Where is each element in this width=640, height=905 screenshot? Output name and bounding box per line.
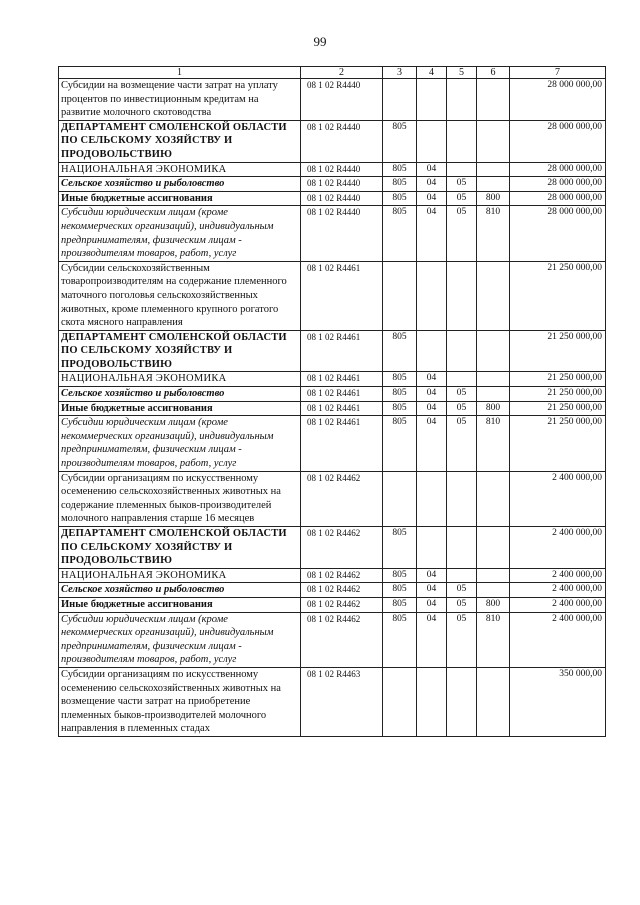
expense-type-code bbox=[477, 261, 510, 330]
table-row bbox=[59, 471, 606, 526]
amount: 21 250 000,00 bbox=[510, 261, 606, 330]
amount: 2 400 000,00 bbox=[510, 471, 606, 526]
expense-type-code bbox=[477, 79, 510, 121]
item-name: НАЦИОНАЛЬНАЯ ЭКОНОМИКА bbox=[59, 372, 301, 387]
table-row bbox=[59, 416, 606, 471]
ministry-code: 805 bbox=[383, 387, 417, 402]
ministry-code: 805 bbox=[383, 527, 417, 569]
budget-code: 08 1 02 R4461 bbox=[301, 387, 383, 402]
item-name: Сельское хозяйство и рыболовство bbox=[59, 177, 301, 192]
ministry-code: 805 bbox=[383, 372, 417, 387]
amount: 21 250 000,00 bbox=[510, 416, 606, 471]
item-name: НАЦИОНАЛЬНАЯ ЭКОНОМИКА bbox=[59, 568, 301, 583]
amount: 21 250 000,00 bbox=[510, 330, 606, 372]
table-row bbox=[59, 401, 606, 416]
item-name: ДЕПАРТАМЕНТ СМОЛЕНСКОЙ ОБЛАСТИ ПО СЕЛЬСКОМУ ХОЗЯЙСТВУ И ПРОДОВОЛЬСТВИЮ bbox=[59, 330, 301, 372]
item-name: ДЕПАРТАМЕНТ СМОЛЕНСКОЙ ОБЛАСТИ ПО СЕЛЬСКОМУ ХОЗЯЙСТВУ И ПРОДОВОЛЬСТВИЮ bbox=[59, 527, 301, 569]
section-code bbox=[417, 120, 447, 162]
section-code: 04 bbox=[417, 568, 447, 583]
expense-type-code: 800 bbox=[477, 401, 510, 416]
table-row bbox=[59, 387, 606, 402]
budget-code: 08 1 02 R4462 bbox=[301, 612, 383, 667]
budget-code: 08 1 02 R4440 bbox=[301, 162, 383, 177]
ministry-code: 805 bbox=[383, 401, 417, 416]
item-name: Субсидии юридическим лицам (кроме некоммерческих организаций), индивидуальным предпринимателям, физическим лицам - производителям товаров, работ, услуг bbox=[59, 416, 301, 471]
expense-type-code bbox=[477, 583, 510, 598]
amount: 28 000 000,00 bbox=[510, 79, 606, 121]
amount: 28 000 000,00 bbox=[510, 177, 606, 192]
subsection-code bbox=[447, 372, 477, 387]
subsection-code bbox=[447, 568, 477, 583]
table-row bbox=[59, 667, 606, 736]
ministry-code bbox=[383, 471, 417, 526]
section-code bbox=[417, 79, 447, 121]
expense-type-code bbox=[477, 527, 510, 569]
table-row bbox=[59, 330, 606, 372]
table-row bbox=[59, 261, 606, 330]
ministry-code: 805 bbox=[383, 162, 417, 177]
subsection-code: 05 bbox=[447, 612, 477, 667]
section-code: 04 bbox=[417, 206, 447, 261]
section-code: 04 bbox=[417, 416, 447, 471]
expense-type-code bbox=[477, 372, 510, 387]
table-row bbox=[59, 79, 606, 121]
budget-code: 08 1 02 R4440 bbox=[301, 206, 383, 261]
item-name: Субсидии сельскохозяйственным товаропроизводителям на содержание племенного маточного поголовья сельскохозяйственных животных, кроме племенного крупного рогатого скота мясного направления bbox=[59, 261, 301, 330]
ministry-code: 805 bbox=[383, 120, 417, 162]
amount: 28 000 000,00 bbox=[510, 162, 606, 177]
ministry-code: 805 bbox=[383, 583, 417, 598]
header-cell: 1 bbox=[59, 67, 301, 79]
subsection-code bbox=[447, 261, 477, 330]
budget-code: 08 1 02 R4461 bbox=[301, 330, 383, 372]
subsection-code bbox=[447, 471, 477, 526]
amount: 2 400 000,00 bbox=[510, 612, 606, 667]
item-name: Сельское хозяйство и рыболовство bbox=[59, 387, 301, 402]
section-code: 04 bbox=[417, 612, 447, 667]
item-name: Иные бюджетные ассигнования bbox=[59, 401, 301, 416]
ministry-code: 805 bbox=[383, 330, 417, 372]
budget-code: 08 1 02 R4461 bbox=[301, 416, 383, 471]
expense-type-code: 810 bbox=[477, 416, 510, 471]
section-code: 04 bbox=[417, 177, 447, 192]
table-row bbox=[59, 372, 606, 387]
section-code bbox=[417, 527, 447, 569]
budget-table bbox=[58, 66, 606, 737]
budget-code: 08 1 02 R4462 bbox=[301, 527, 383, 569]
item-name: Сельское хозяйство и рыболовство bbox=[59, 583, 301, 598]
subsection-code: 05 bbox=[447, 177, 477, 192]
subsection-code: 05 bbox=[447, 583, 477, 598]
section-code: 04 bbox=[417, 401, 447, 416]
expense-type-code: 810 bbox=[477, 612, 510, 667]
section-code bbox=[417, 667, 447, 736]
subsection-code bbox=[447, 162, 477, 177]
subsection-code: 05 bbox=[447, 401, 477, 416]
section-code: 04 bbox=[417, 597, 447, 612]
amount: 2 400 000,00 bbox=[510, 597, 606, 612]
section-code bbox=[417, 330, 447, 372]
item-name: Иные бюджетные ассигнования bbox=[59, 191, 301, 206]
budget-code: 08 1 02 R4462 bbox=[301, 597, 383, 612]
subsection-code: 05 bbox=[447, 206, 477, 261]
item-name: Субсидии на возмещение части затрат на уплату процентов по инвестиционным кредитам на развитие молочного скотоводства bbox=[59, 79, 301, 121]
amount: 350 000,00 bbox=[510, 667, 606, 736]
item-name: Субсидии организациям по искусственному осеменению сельскохозяйственных животных на возмещение части затрат на приобретение племенных быков-производителей молочного направления в племенных стадах bbox=[59, 667, 301, 736]
table-row bbox=[59, 583, 606, 598]
table-row bbox=[59, 527, 606, 569]
item-name: ДЕПАРТАМЕНТ СМОЛЕНСКОЙ ОБЛАСТИ ПО СЕЛЬСКОМУ ХОЗЯЙСТВУ И ПРОДОВОЛЬСТВИЮ bbox=[59, 120, 301, 162]
subsection-code: 05 bbox=[447, 191, 477, 206]
subsection-code: 05 bbox=[447, 416, 477, 471]
expense-type-code bbox=[477, 162, 510, 177]
budget-code: 08 1 02 R4461 bbox=[301, 372, 383, 387]
item-name: Субсидии юридическим лицам (кроме некоммерческих организаций), индивидуальным предпринимателям, физическим лицам - производителям товаров, работ, услуг bbox=[59, 612, 301, 667]
page-number: 99 bbox=[313, 34, 327, 49]
amount: 2 400 000,00 bbox=[510, 527, 606, 569]
section-code bbox=[417, 261, 447, 330]
ministry-code bbox=[383, 79, 417, 121]
expense-type-code bbox=[477, 177, 510, 192]
ministry-code: 805 bbox=[383, 612, 417, 667]
expense-type-code bbox=[477, 471, 510, 526]
budget-code: 08 1 02 R4461 bbox=[301, 261, 383, 330]
amount: 2 400 000,00 bbox=[510, 568, 606, 583]
budget-code: 08 1 02 R4440 bbox=[301, 177, 383, 192]
table-row bbox=[59, 162, 606, 177]
table-row bbox=[59, 568, 606, 583]
item-name: Субсидии юридическим лицам (кроме некоммерческих организаций), индивидуальным предпринимателям, физическим лицам - производителям товаров, работ, услуг bbox=[59, 206, 301, 261]
header-cell: 4 bbox=[417, 67, 447, 79]
item-name: НАЦИОНАЛЬНАЯ ЭКОНОМИКА bbox=[59, 162, 301, 177]
budget-code: 08 1 02 R4462 bbox=[301, 583, 383, 598]
expense-type-code: 800 bbox=[477, 191, 510, 206]
ministry-code: 805 bbox=[383, 206, 417, 261]
ministry-code: 805 bbox=[383, 597, 417, 612]
header-cell: 3 bbox=[383, 67, 417, 79]
subsection-code bbox=[447, 120, 477, 162]
ministry-code: 805 bbox=[383, 568, 417, 583]
expense-type-code: 810 bbox=[477, 206, 510, 261]
section-code bbox=[417, 471, 447, 526]
table-row bbox=[59, 612, 606, 667]
amount: 28 000 000,00 bbox=[510, 191, 606, 206]
table-row bbox=[59, 191, 606, 206]
budget-code: 08 1 02 R4440 bbox=[301, 79, 383, 121]
budget-code: 08 1 02 R4462 bbox=[301, 568, 383, 583]
amount: 21 250 000,00 bbox=[510, 401, 606, 416]
budget-code: 08 1 02 R4440 bbox=[301, 191, 383, 206]
item-name: Субсидии организациям по искусственному осеменению сельскохозяйственных животных на содержание племенных быков-производителей молочного направления старше 16 месяцев bbox=[59, 471, 301, 526]
amount: 21 250 000,00 bbox=[510, 387, 606, 402]
budget-code: 08 1 02 R4461 bbox=[301, 401, 383, 416]
header-cell: 2 bbox=[301, 67, 383, 79]
ministry-code bbox=[383, 261, 417, 330]
budget-code: 08 1 02 R4440 bbox=[301, 120, 383, 162]
ministry-code: 805 bbox=[383, 177, 417, 192]
budget-code: 08 1 02 R4462 bbox=[301, 471, 383, 526]
expense-type-code bbox=[477, 568, 510, 583]
amount: 28 000 000,00 bbox=[510, 120, 606, 162]
header-cell: 6 bbox=[477, 67, 510, 79]
expense-type-code bbox=[477, 120, 510, 162]
header-cell: 5 bbox=[447, 67, 477, 79]
subsection-code bbox=[447, 79, 477, 121]
amount: 28 000 000,00 bbox=[510, 206, 606, 261]
subsection-code bbox=[447, 667, 477, 736]
subsection-code bbox=[447, 527, 477, 569]
expense-type-code bbox=[477, 387, 510, 402]
table-row bbox=[59, 120, 606, 162]
expense-type-code bbox=[477, 330, 510, 372]
header-cell: 7 bbox=[510, 67, 606, 79]
table-row bbox=[59, 177, 606, 192]
section-code: 04 bbox=[417, 162, 447, 177]
section-code: 04 bbox=[417, 191, 447, 206]
table-row bbox=[59, 597, 606, 612]
table-row bbox=[59, 206, 606, 261]
subsection-code bbox=[447, 330, 477, 372]
amount: 21 250 000,00 bbox=[510, 372, 606, 387]
ministry-code: 805 bbox=[383, 416, 417, 471]
expense-type-code: 800 bbox=[477, 597, 510, 612]
ministry-code: 805 bbox=[383, 191, 417, 206]
budget-code: 08 1 02 R4463 bbox=[301, 667, 383, 736]
item-name: Иные бюджетные ассигнования bbox=[59, 597, 301, 612]
section-code: 04 bbox=[417, 387, 447, 402]
table-header-row bbox=[59, 67, 606, 79]
section-code: 04 bbox=[417, 372, 447, 387]
subsection-code: 05 bbox=[447, 387, 477, 402]
subsection-code: 05 bbox=[447, 597, 477, 612]
ministry-code bbox=[383, 667, 417, 736]
section-code: 04 bbox=[417, 583, 447, 598]
expense-type-code bbox=[477, 667, 510, 736]
amount: 2 400 000,00 bbox=[510, 583, 606, 598]
